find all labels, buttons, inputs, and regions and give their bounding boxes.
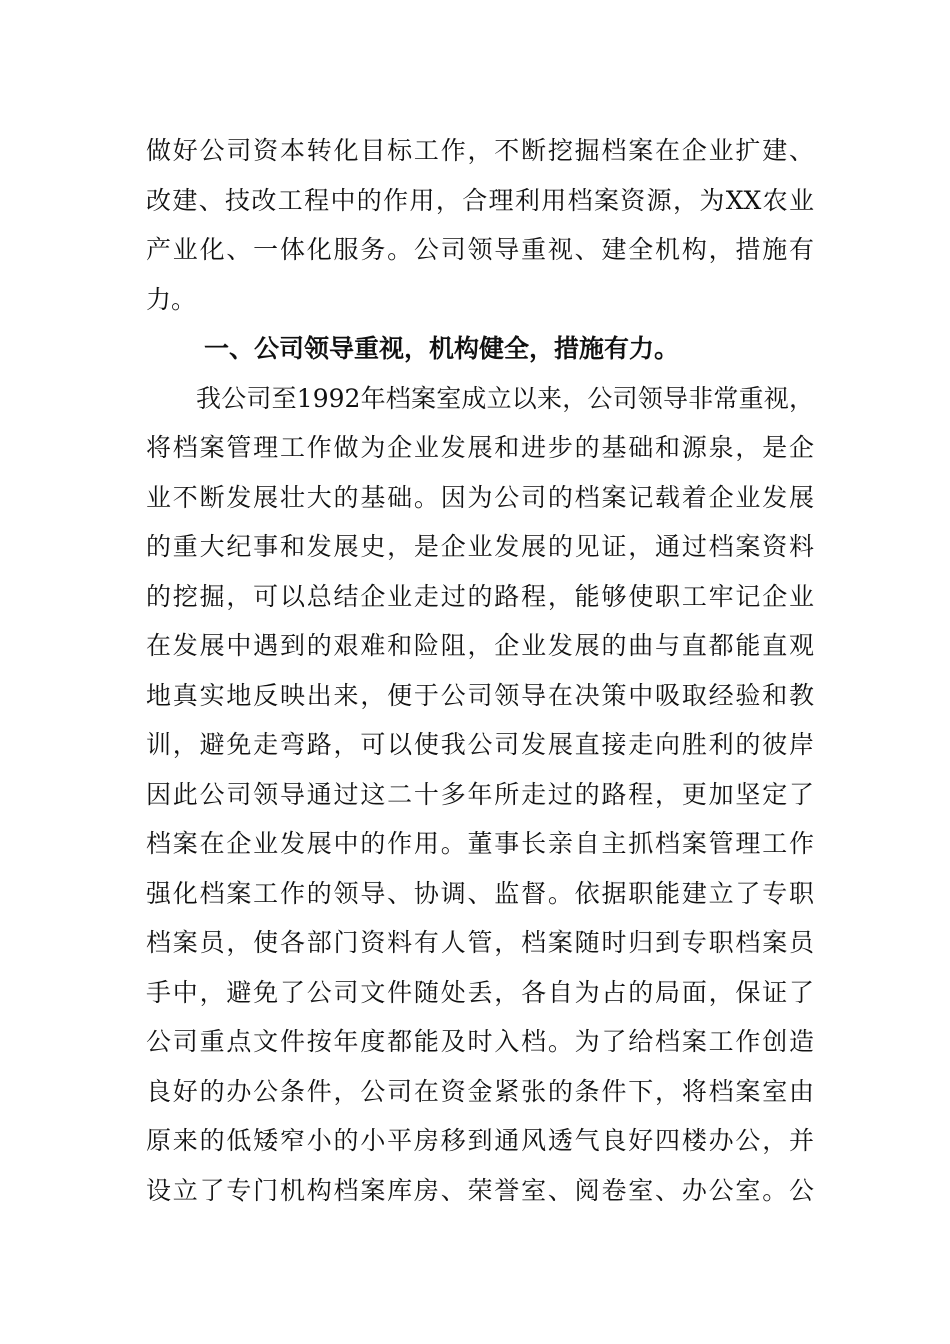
text-line: 因此公司领导通过这二十多年所走过的路程，更加坚定了 (146, 779, 814, 809)
text-line: 的挖掘，可以总结企业走过的路程，能够使职工牢记企业 (146, 581, 814, 611)
text-line: 档案在企业发展中的作用。董事长亲自主抓档案管理工作 (146, 829, 814, 858)
section-heading: 一、公司领导重视，机构健全，措施有力。 (204, 334, 680, 363)
text-line: 地真实地反映出来，便于公司领导在决策中吸取经验和教 (146, 680, 814, 710)
text-line: 将档案管理工作做为企业发展和进步的基础和源泉，是企 (146, 433, 814, 462)
text-line: 设立了专门机构档案库房、荣誉室、阅卷室、办公室。公 (146, 1175, 814, 1205)
text-line: 力。 (146, 284, 197, 314)
text-line: 改建、技改工程中的作用，合理利用档案资源，为XX农业 (146, 185, 814, 215)
text-line: 的重大纪事和发展史，是企业发展的见证，通过档案资料 (146, 532, 814, 561)
text-line: 训，避免走弯路，可以使我公司发展直接走向胜利的彼岸 (146, 730, 814, 759)
paragraph-first-line: 我公司至1992年档案室成立以来，公司领导非常重视， (196, 383, 814, 413)
document-body (146, 126, 814, 1215)
text-line: 手中，避免了公司文件随处丢，各自为占的局面，保证了 (146, 977, 814, 1007)
text-line: 公司重点文件按年度都能及时入档。为了给档案工作创造 (146, 1027, 814, 1056)
text-line: 原来的低矮窄小的小平房移到通风透气良好四楼办公，并 (146, 1126, 814, 1155)
text-line: 产业化、一体化服务。公司领导重视、建全机构，措施有 (146, 235, 814, 264)
text-line: 档案员，使各部门资料有人管，档案随时归到专职档案员 (146, 928, 814, 957)
text-line: 良好的办公条件，公司在资金紧张的条件下，将档案室由 (146, 1076, 814, 1106)
text-line: 业不断发展壮大的基础。因为公司的档案记载着企业发展 (146, 482, 814, 512)
text-line: 在发展中遇到的艰难和险阻，企业发展的曲与直都能直观 (146, 631, 814, 660)
text-line: 强化档案工作的领导、协调、监督。依据职能建立了专职 (146, 878, 814, 908)
text-line: 做好公司资本转化目标工作，不断挖掘档案在企业扩建、 (146, 136, 814, 165)
